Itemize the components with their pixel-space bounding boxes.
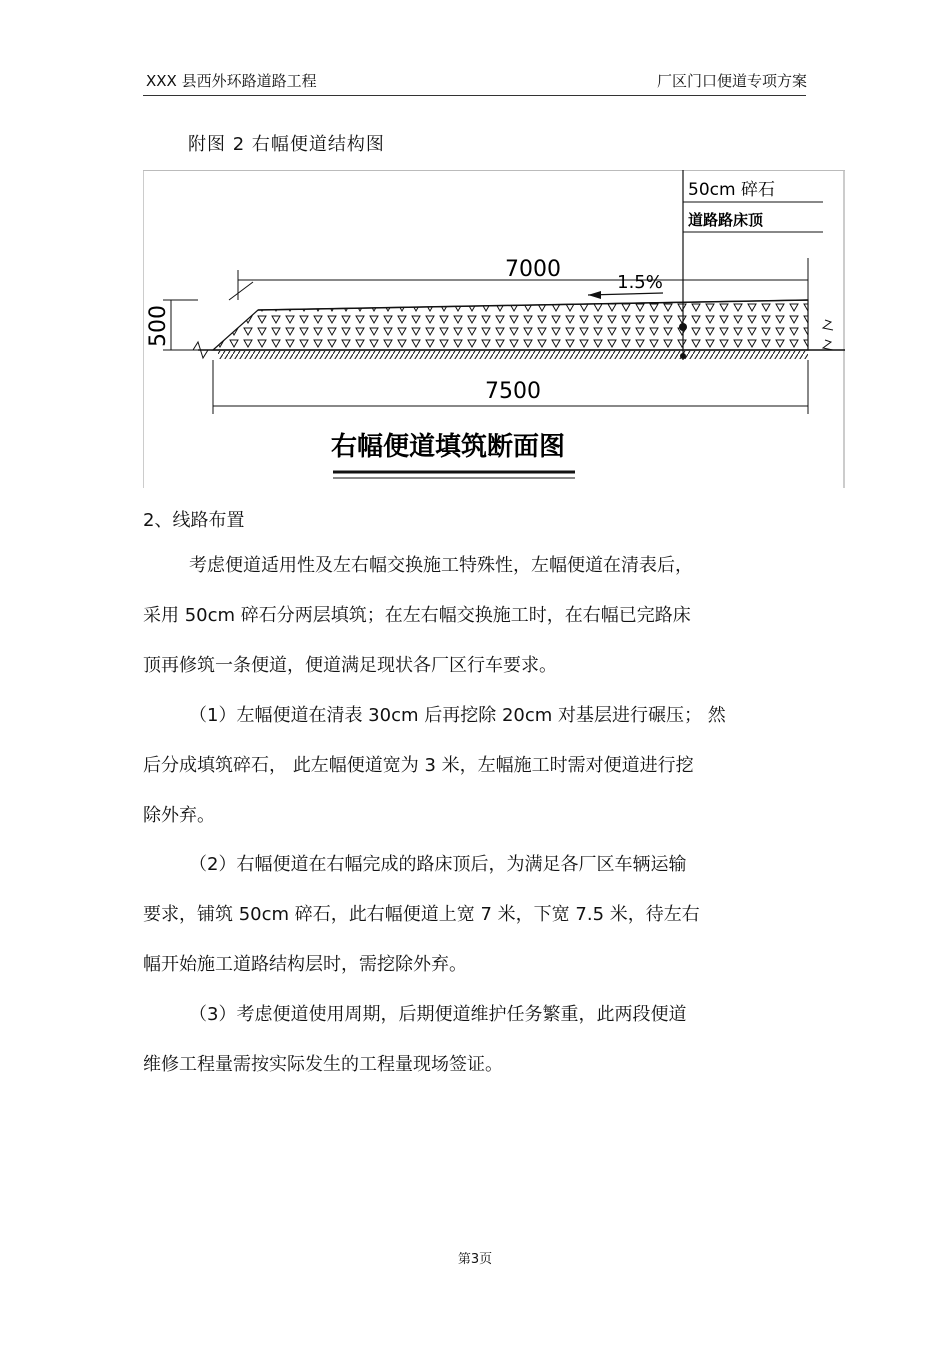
paragraph-line: （1）左幅便道在清表 30cm 后再挖除 20cm 对基层进行碾压； 然 [189,705,726,726]
header-divider [143,95,806,96]
side-slope-leader [229,282,253,300]
paragraph-3 [143,840,813,990]
paragraph-line: 要求，铺筑 50cm 碎石，此右幅便道上宽 7 米，下宽 7.5 米，待左右 [143,904,700,925]
note-subgrade-top-label: 道路路床顶 [688,211,764,229]
paragraph-line: 顶再修筑一条便道，便道满足现状各厂区行车要求。 [143,655,557,676]
header-document-title: 厂区门口便道专项方案 [656,72,807,90]
page-number: 第3页 [457,1252,493,1267]
right-break-symbol [823,320,833,350]
note-gravel-label: 50cm 碎石 [688,180,775,200]
paragraph-line: 维修工程量需按实际发生的工程量现场签证。 [143,1054,503,1075]
paragraph-4 [143,990,813,1090]
paragraph-line: 幅开始施工道路结构层时，需挖除外弃。 [143,954,467,975]
top-width-label: 7000 [505,257,561,282]
slope-label: 1.5% [617,272,663,293]
figure-caption: 附图 2 右幅便道结构图 [188,134,385,155]
paragraph-line: 后分成填筑碎石， 此左幅便道宽为 3 米，左幅施工时需对便道进行挖 [143,755,694,776]
drawing-title: 右幅便道填筑断面图 [330,432,566,462]
cross-section-drawing [143,170,845,488]
paragraph-line: 采用 50cm 碎石分两层填筑；在左右幅交换施工时，在右幅已完路床 [143,605,691,626]
paragraph-line: （2）右幅便道在右幅完成的路床顶后，为满足各厂区车辆运输 [189,854,687,875]
subgrade-hatch [218,351,808,359]
section-heading: 2、线路布置 [143,510,245,531]
header-project-name: XXX 县西外环路道路工程 [146,72,317,90]
paragraph-line: 考虑便道适用性及左右幅交换施工特殊性，左幅便道在清表后， [189,555,693,576]
paragraph-1 [143,541,813,691]
gravel-fill-section [213,300,808,350]
paragraph-line: 除外弃。 [143,805,215,826]
paragraph-2 [143,691,813,841]
paragraph-line: （3）考虑便道使用周期，后期便道维护任务繁重，此两段便道 [189,1004,687,1025]
slope-arrowhead-icon [588,291,601,299]
leader-point-lower [680,353,686,359]
height-dimension-label: 500 [146,305,171,347]
leader-point-upper [679,323,687,331]
bottom-width-label: 7500 [485,379,541,404]
